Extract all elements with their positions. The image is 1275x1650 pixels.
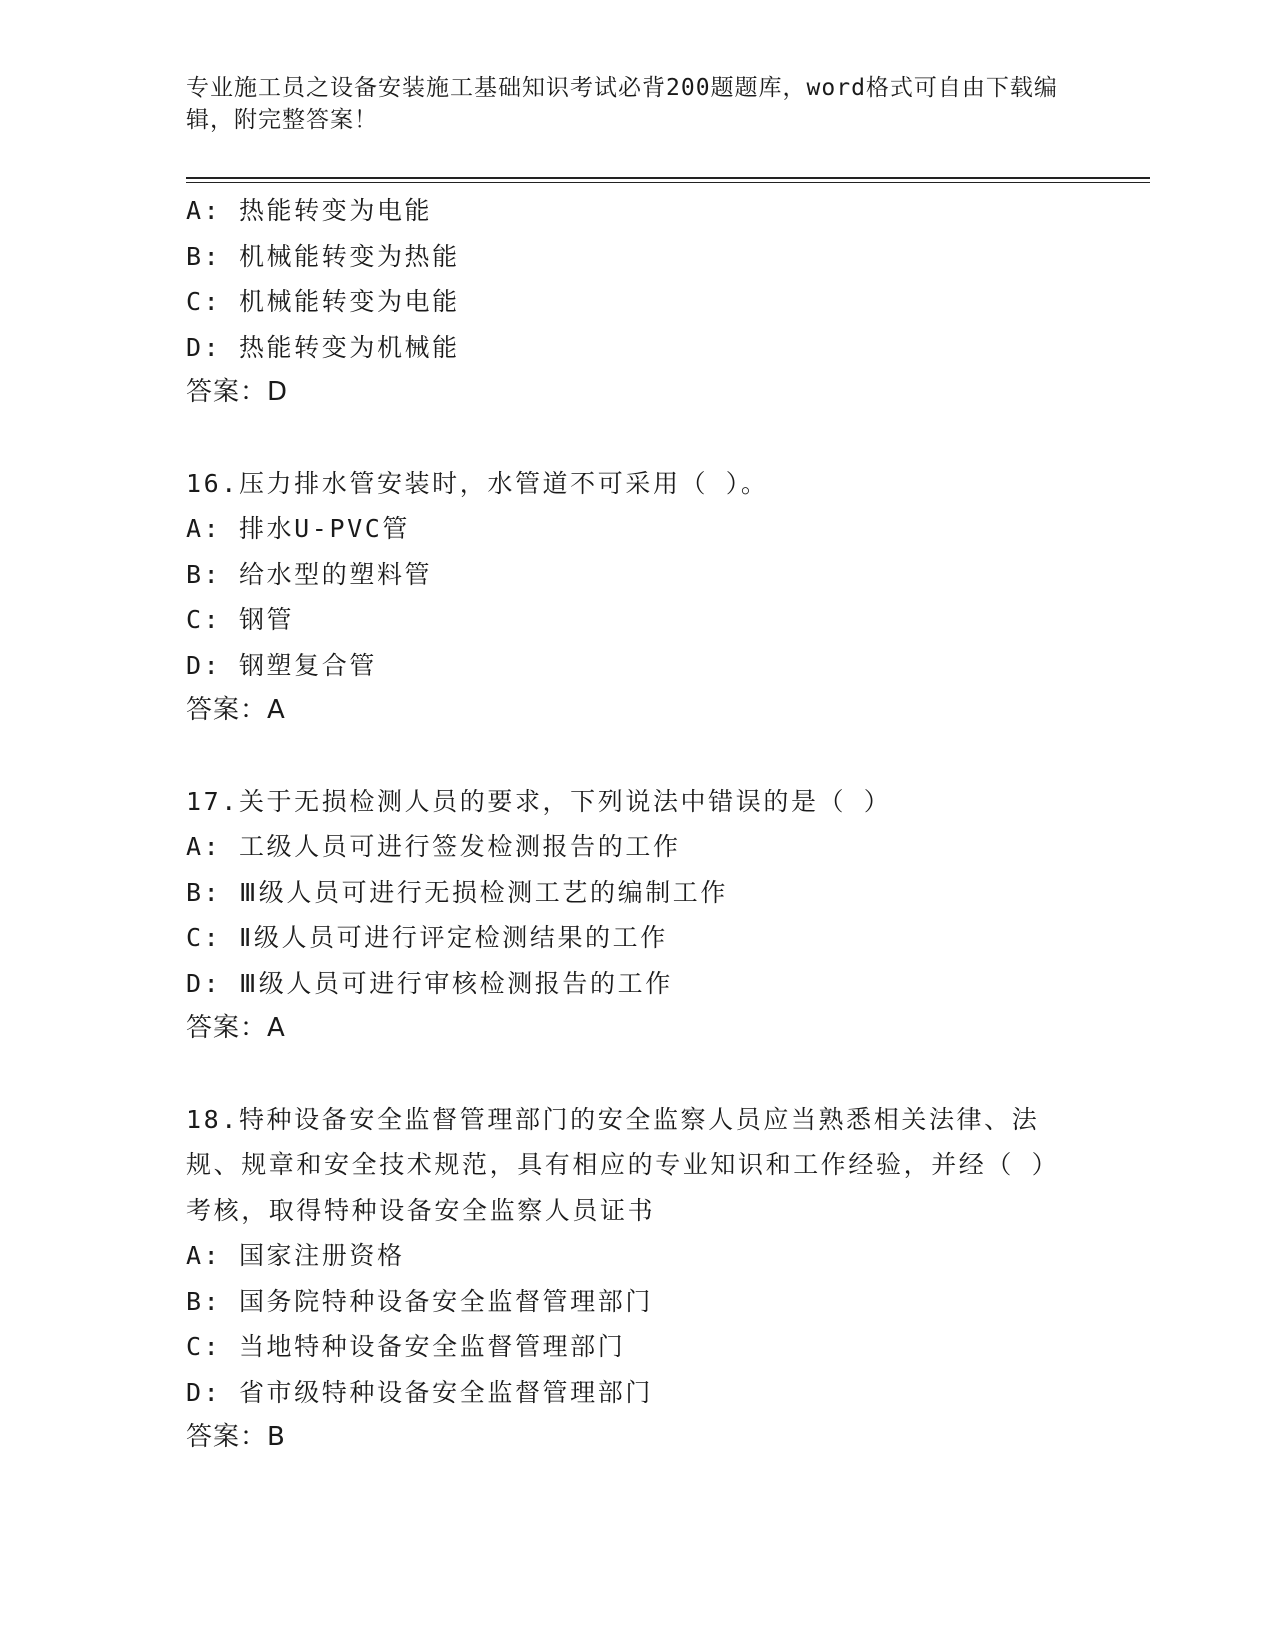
option-a: A: 排水U-PVC管 [186,514,411,543]
question-list [186,188,1086,1461]
header-rule-thin [186,182,1150,183]
option-c: C: 机械能转变为电能 [186,287,460,316]
option-a: A: 热能转变为电能 [186,196,433,225]
question-text: 17.关于无损检测人员的要求，下列说法中错误的是（ ） [186,786,892,816]
option-b: B: Ⅲ级人员可进行无损检测工艺的编制工作 [186,877,728,907]
option-b: B: 国务院特种设备安全监督管理部门 [186,1286,653,1316]
option-d: D: 热能转变为机械能 [186,332,460,362]
question-18 [186,1097,1086,1461]
header-rule-thick [186,177,1150,179]
question-text: 16.压力排水管安装时，水管道不可采用（ ）。 [186,468,769,498]
option-b: B: 给水型的塑料管 [186,559,433,589]
spacer [186,1052,1086,1097]
option-d: D: 钢塑复合管 [186,650,377,680]
option-c: C: 当地特种设备安全监督管理部门 [186,1332,626,1361]
option-d: D: 省市级特种设备安全监督管理部门 [186,1377,653,1407]
answer: 答案：A [186,695,286,725]
answer: 答案：D [186,377,289,407]
question-16 [186,461,1086,734]
answer: 答案：B [186,1422,286,1452]
spacer [186,416,1086,461]
spacer [186,734,1086,779]
option-a: A: 工级人员可进行签发检测报告的工作 [186,832,681,861]
option-c: C: 钢管 [186,605,295,634]
document-header: 专业施工员之设备安装施工基础知识考试必背200题题库，word格式可自由下载编辑，附完整答案！ [186,75,1058,133]
option-b: B: 机械能转变为热能 [186,241,460,271]
option-c: C: Ⅱ级人员可进行评定检测结果的工作 [186,923,668,952]
option-a: A: 国家注册资格 [186,1241,405,1270]
question-17 [186,779,1086,1052]
option-d: D: Ⅲ级人员可进行审核检测报告的工作 [186,968,673,998]
question-15 [186,188,1086,416]
answer: 答案：A [186,1013,286,1043]
question-text: 18.特种设备安全监督管理部门的安全监察人员应当熟悉相关法律、法规、规章和安全技术规范，具有相应的专业知识和工作经验，并经（ ）考核，取得特种设备安全监察人员证书 [186,1104,1060,1225]
